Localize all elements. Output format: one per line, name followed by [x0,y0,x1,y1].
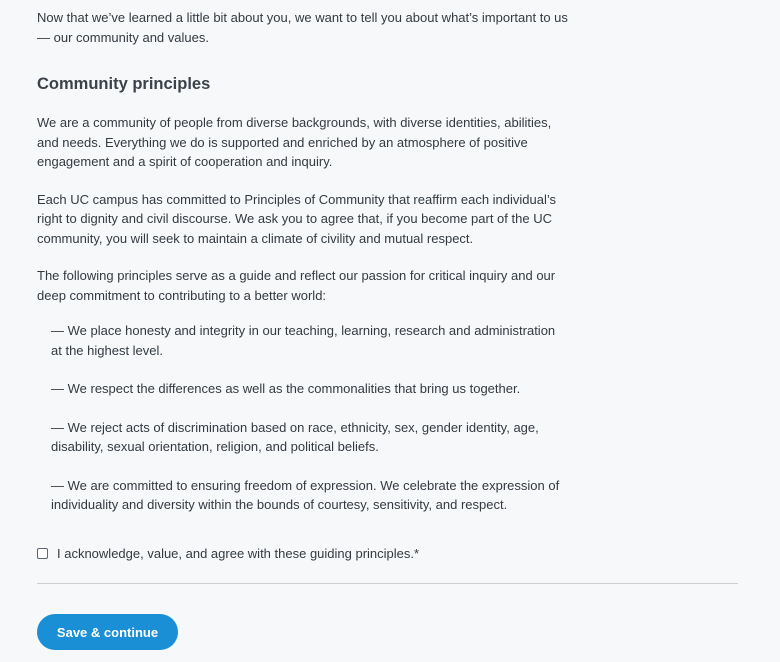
principles-list [37,321,572,515]
principle-item: — We respect the differences as well as the commonalities that bring us together. [51,381,521,396]
principle-item: — We are committed to ensuring freedom of expression. We celebrate the expression of individuality and diversity within the bounds of courtesy, sensitivity, and respect. [51,477,560,512]
principle-item: — We place honesty and integrity in our teaching, learning, research and administration at the highest level. [51,323,556,358]
save-continue-button[interactable]: Save & continue [37,614,178,650]
content-area [37,8,572,534]
acknowledge-label: I acknowledge, value, and agree with these guiding principles.* [57,546,420,561]
intro-text: Now that we’ve learned a little bit about you, we want to tell you about what’s important to us — our community and values. [37,10,568,45]
paragraph-principles-intro: The following principles serve as a guide and reflect our passion for critical inquiry and our deep commitment to contributing to a better world: [37,268,556,303]
divider [37,583,738,584]
acknowledge-checkbox[interactable] [37,548,48,559]
paragraph-community: We are a community of people from diverse backgrounds, with diverse identities, abilities, and needs. Everything we do is supported and enriched by an atmosphere of positive engagement and a spirit of cooperation and inquiry. [37,115,552,169]
paragraph-principles-of-community: Each UC campus has committed to Principles of Community that reaffirm each individual’s right to dignity and civil discourse. We ask you to agree that, if you become part of the UC community, you will seek to maintain a climate of civility and mutual respect. [37,191,557,246]
principle-item: — We reject acts of discrimination based on race, ethnicity, sex, gender identity, age, disability, sexual orientation, religion, and political beliefs. [51,419,539,454]
section-title: Community principles [37,75,211,93]
acknowledge-checkbox-row[interactable] [37,546,419,561]
